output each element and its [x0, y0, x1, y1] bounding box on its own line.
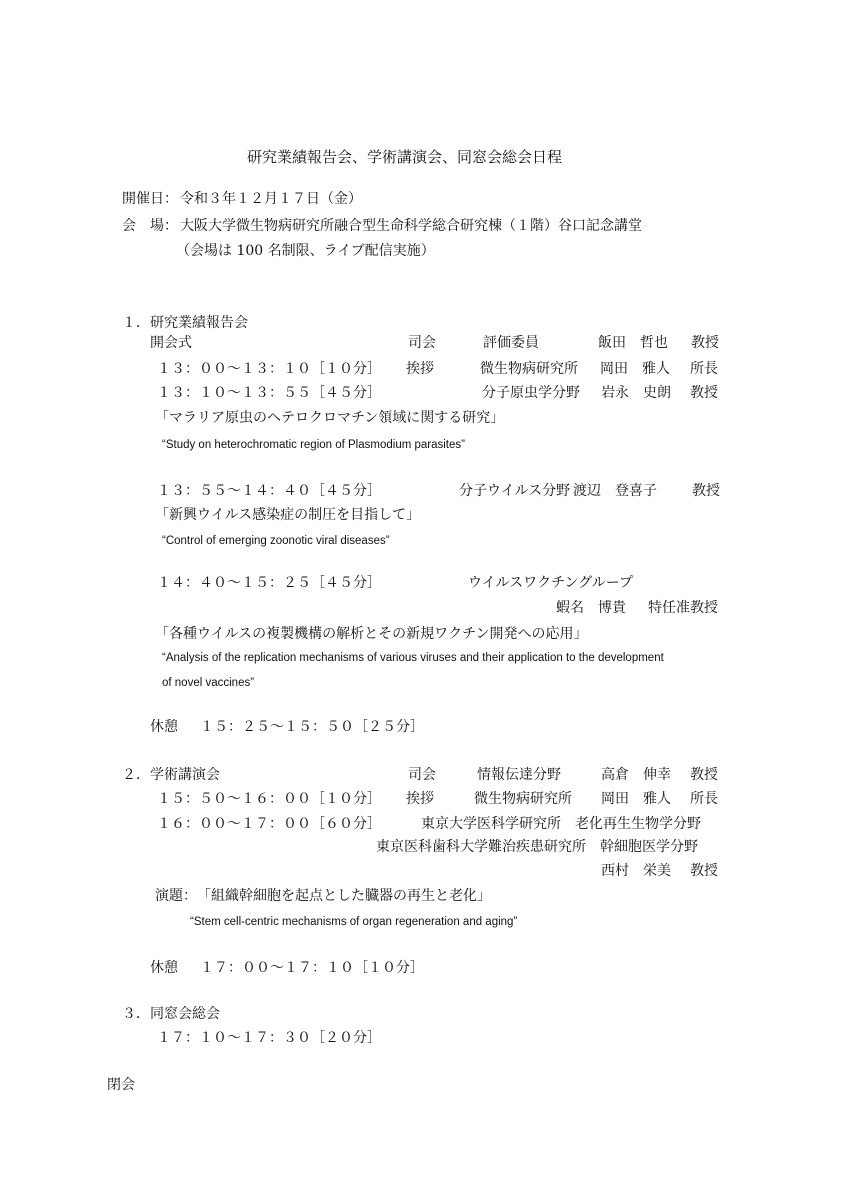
talk1-title-en: “Study on heterochromatic region of Plasmodium parasites”: [162, 439, 465, 451]
talk3-affiliation: ウイルスワクチングループ: [468, 575, 634, 591]
talk2-title: 教授: [692, 483, 720, 499]
chair-role: 司会: [408, 767, 436, 783]
lecture-label: 演題：: [155, 888, 197, 904]
greeting2-name: 岡田 雅人: [601, 791, 671, 807]
talk1-name: 岩永 史朗: [601, 385, 671, 401]
greeting1-title: 所長: [690, 361, 718, 377]
section3-heading: ３．同窓会総会: [122, 1006, 220, 1022]
chair-title: 教授: [690, 767, 718, 783]
lecture-title: 教授: [690, 863, 718, 879]
talk1-title: 教授: [690, 385, 718, 401]
talk2-name: 渡辺 登喜子: [573, 483, 657, 499]
break2-label: 休憩: [150, 960, 178, 976]
talk3-title-ja: 「各種ウイルスの複製機構の解析とその新規ワクチン開発への応用」: [155, 626, 588, 642]
talk3-time: １４：４０～１５：２５［４５分］: [157, 575, 381, 591]
talk1-affiliation: 分子原虫学分野: [482, 385, 580, 401]
section3-time: １７：１０～１７：３０［２０分］: [157, 1030, 381, 1046]
lecture-title-en: “Stem cell-centric mechanisms of organ regeneration and aging”: [190, 916, 518, 928]
talk2-title-ja: 「新興ウイルス感染症の制圧を目指して」: [155, 507, 421, 523]
opening-affiliation: 評価委員: [483, 335, 539, 351]
talk3-title: 特任准教授: [648, 600, 718, 616]
page-title: 研究業績報告会、学術講演会、同窓会総会日程: [247, 148, 563, 166]
lecture-affiliation1: 東京大学医科学研究所 老化再生生物学分野: [421, 816, 701, 832]
section2-heading: ２．学術講演会: [122, 767, 220, 783]
opening-role: 司会: [408, 335, 436, 351]
closing: 閉会: [107, 1077, 135, 1093]
greeting1-role: 挨拶: [406, 361, 434, 377]
break1-label: 休憩: [150, 719, 178, 735]
greeting1-name: 岡田 雅人: [600, 361, 670, 377]
greeting2-role: 挨拶: [406, 791, 434, 807]
talk2-affiliation: 分子ウイルス分野: [459, 483, 571, 499]
talk3-title-en-line1: “Analysis of the replication mechanisms of various viruses and their application to the development: [162, 652, 664, 664]
greeting2-time: １５：５０～１６：００［１０分］: [157, 791, 381, 807]
break2-time: １７：００～１７：１０［１０分］: [200, 960, 424, 976]
greeting1-time: １３：００～１３：１０［１０分］: [157, 361, 381, 377]
talk3-title-en-line2: of novel vaccines”: [162, 677, 255, 689]
lecture-time: １６：００～１７：００［６０分］: [157, 816, 381, 832]
break1-time: １５：２５～１５：５０［２５分］: [200, 719, 424, 735]
lecture-affiliation2: 東京医科歯科大学難治疾患研究所 幹細胞医学分野: [376, 839, 698, 855]
talk1-title-ja: 「マラリア原虫のヘテロクロマチン領域に関する研究」: [155, 410, 505, 426]
date-label: 開催日：: [122, 191, 178, 207]
venue-value: 大阪大学微生物病研究所融合型生命科学総合研究棟（１階）谷口記念講堂: [180, 218, 642, 234]
talk1-time: １３：１０～１３：５５［４５分］: [157, 385, 381, 401]
chair-name: 高倉 伸幸: [601, 767, 671, 783]
greeting2-title: 所長: [690, 791, 718, 807]
venue-label: 会 場：: [122, 218, 178, 234]
greeting1-affiliation: 微生物病研究所: [480, 361, 578, 377]
lecture-title-ja: 「組織幹細胞を起点とした臓器の再生と老化」: [197, 888, 491, 904]
opening-label: 開会式: [150, 335, 192, 351]
talk2-time: １３：５５～１４：４０［４５分］: [157, 483, 381, 499]
chair-affiliation: 情報伝達分野: [477, 767, 561, 783]
date-value: 令和３年１２月１７日（金）: [180, 191, 362, 207]
talk3-name: 蝦名 博貴: [556, 600, 626, 616]
lecture-name: 西村 栄美: [601, 863, 671, 879]
opening-name: 飯田 哲也: [598, 335, 668, 351]
greeting2-affiliation: 微生物病研究所: [474, 791, 572, 807]
talk2-title-en: “Control of emerging zoonotic viral diseases”: [162, 535, 390, 547]
opening-title: 教授: [691, 335, 719, 351]
venue-note: （会場は 100 名制限、ライブ配信実施）: [176, 243, 435, 259]
section1-heading: １．研究業績報告会: [122, 315, 248, 331]
